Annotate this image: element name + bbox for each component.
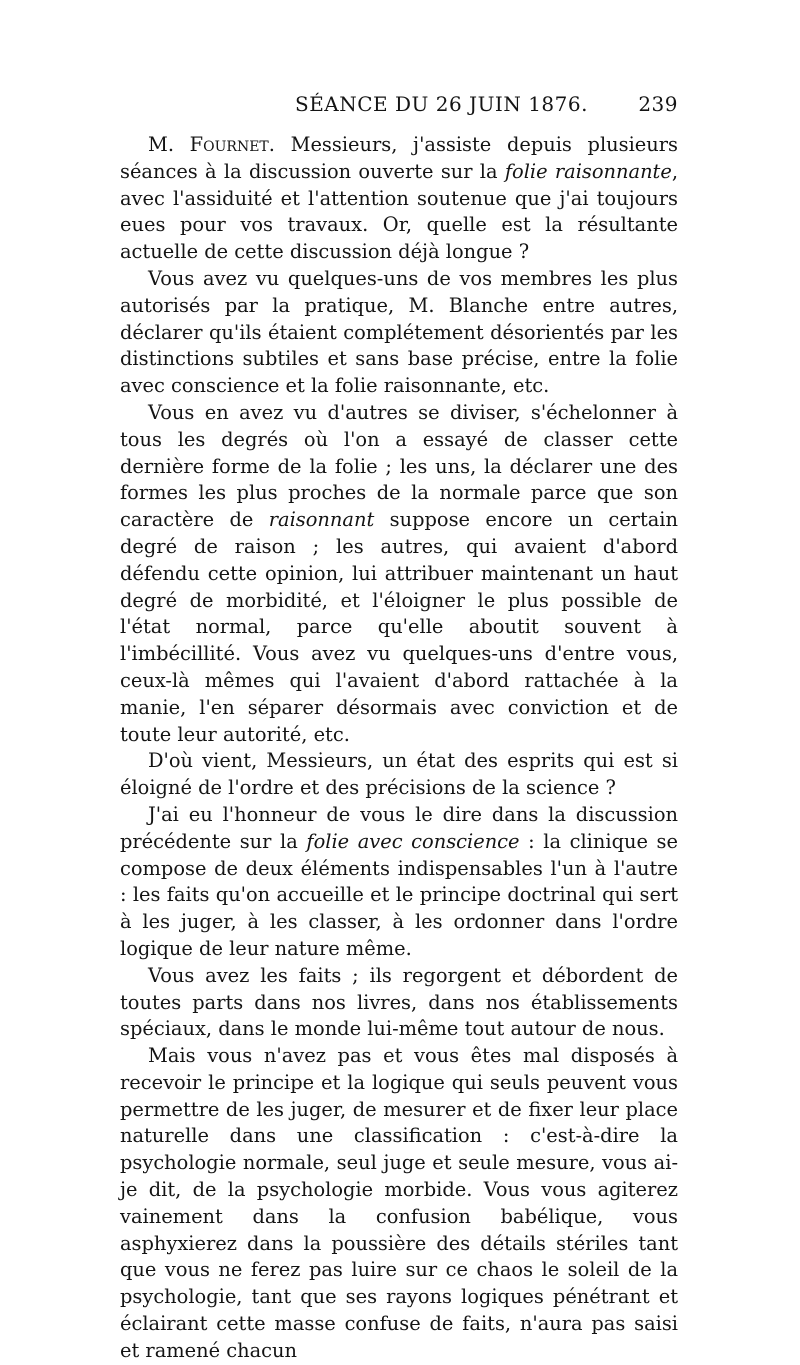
- paragraph-5-text-a: J'ai eu l'honneur de vous le dire dans la discussion précédente sur la: [120, 802, 678, 853]
- body-text: [120, 132, 678, 1365]
- paragraph-2: Vous avez vu quelques-uns de vos membres les plus autorisés par la pratique, M. Blanche entre autres, déclarer qu'ils étaient complétement désorientés par les distinctions subtiles et sans base précise, entre la folie avec conscience et la folie raisonnante, etc.: [120, 266, 678, 398]
- paragraph-1-text-a: Messieurs, j'assiste depuis plusieurs séances à la discussion ouverte sur la: [120, 133, 678, 183]
- page-number: 239: [638, 92, 678, 116]
- running-head: [120, 92, 678, 132]
- paragraph-1-emphasis: folie raisonnante: [504, 159, 672, 183]
- paragraph-3-emphasis: raisonnant: [268, 508, 375, 532]
- speaker-name: M. Fournet.: [148, 133, 275, 156]
- paragraph-6: Vous avez les faits ; ils regorgent et débordent de toutes parts dans nos livres, dans nos établissements spéciaux, dans le monde lui-même tout autour de nous.: [120, 963, 678, 1041]
- paragraph-3-text-a: Vous en avez vu d'autres se diviser, s'échelonner à tous les degrés où l'on a essayé de classer cette dernière forme de la folie ; les uns, la déclarer une des formes les plus proches de la normale parce que son caractère de: [120, 400, 678, 532]
- paragraph-1: [120, 132, 678, 266]
- paragraph-3-text-b: suppose encore un certain degré de raison ; les autres, qui avaient d'abord défendu cette opinion, lui attribuer maintenant un haut degré de morbidité, et l'éloigner le plus possible de l'état normal, parce qu'elle aboutit souvent à l'imbécillité. Vous avez vu quelques-uns d'entre vous, ceux-là mêmes qui l'avaient d'abord rattachée à la manie, l'en séparer désormais avec conviction et de toute leur autorité, etc.: [120, 508, 678, 746]
- paragraph-3: [120, 400, 678, 748]
- paragraph-5-emphasis: folie avec conscience: [306, 829, 520, 853]
- paragraph-4: D'où vient, Messieurs, un état des esprits qui est si éloigné de l'ordre et des précisions de la science ?: [120, 749, 678, 800]
- paragraph-1-text-b: , avec l'assiduité et l'attention soutenue que j'ai toujours eues pour vos travaux. Or, quelle est la résultante actuelle de cette discussion déjà longue ?: [120, 159, 678, 264]
- paragraph-7: Mais vous n'avez pas et vous êtes mal disposés à recevoir le principe et la logique qui seuls peuvent vous permettre de les juger, de mesurer et de fixer leur place naturelle dans une classification : c'est-à-dire la psychologie normale, seul juge et seule mesure, vous ai-je dit, de la psychologie morbide. Vous vous agiterez vainement dans la confusion babélique, vous asphyxierez dans la poussière des détails stériles tant que vous ne ferez pas luire sur ce chaos le soleil de la psychologie, tant que ses rayons logiques pénétrant et éclairant cette masse confuse de faits, n'aura pas saisi et ramené chacun: [120, 1044, 678, 1362]
- running-head-title: SÉANCE DU 26 JUIN 1876.: [295, 92, 588, 116]
- book-page: [120, 92, 678, 1365]
- paragraph-5: [120, 802, 678, 963]
- paragraph-5-text-b: : la clinique se compose de deux éléments indispensables l'un à l'autre : les faits qu'on accueille et le principe doctrinal qui sert à les juger, à les classer, à les ordonner dans l'ordre logique de leur nature même.: [120, 829, 678, 960]
